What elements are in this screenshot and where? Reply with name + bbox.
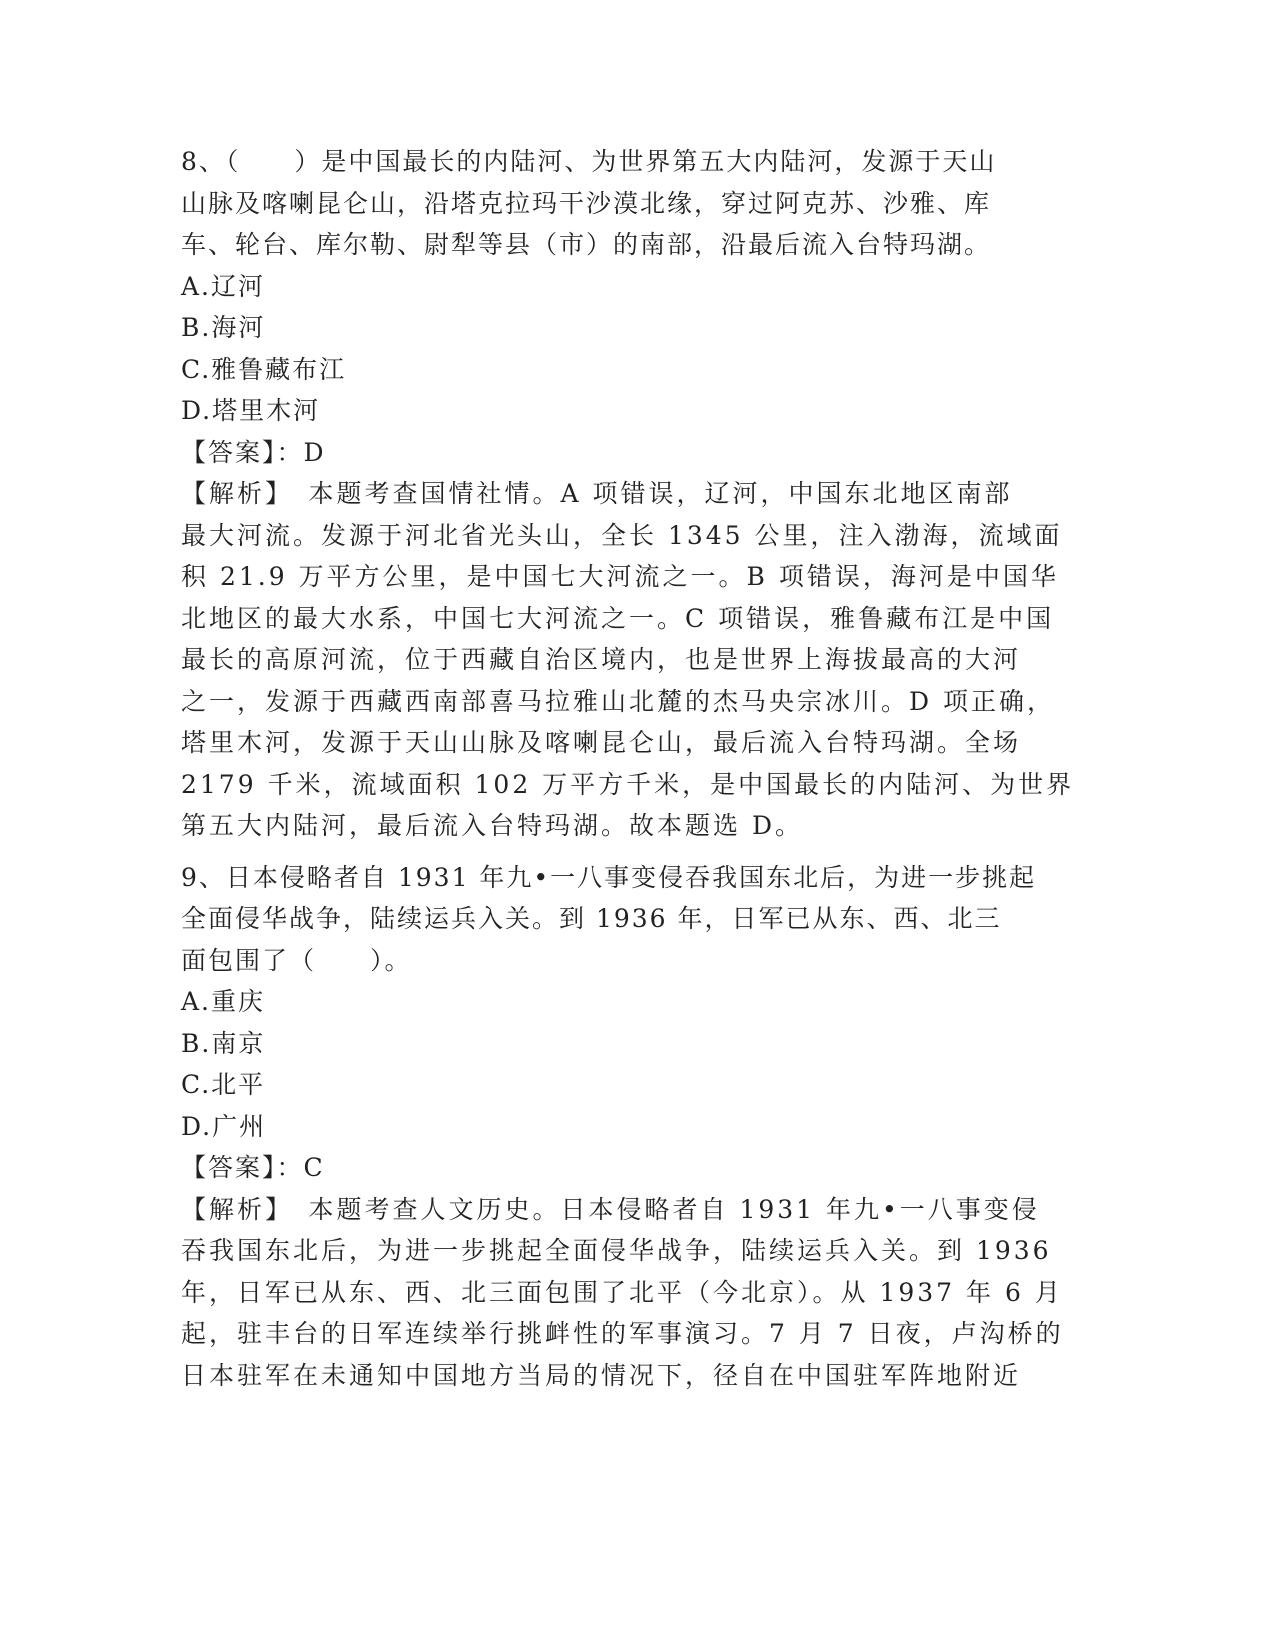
analysis-line: 北地区的最大水系，中国七大河流之一。C 项错误，雅鲁藏布江是中国 [181, 603, 1055, 633]
option-c: C.北平 [181, 1070, 266, 1099]
option-b: B.南京 [181, 1028, 266, 1058]
analysis-line: 之一，发源于西藏西南部喜马拉雅山北麓的杰马央宗冰川。D 项正确， [181, 686, 1055, 716]
analysis-line: 最长的高原河流，位于西藏自治区境内，也是世界上海拔最高的大河 [181, 645, 1022, 674]
analysis-line: 日本驻军在未通知中国地方当局的情况下，径自在中国驻军阵地附近 [181, 1360, 1022, 1390]
analysis-line: 起，驻丰台的日军连续举行挑衅性的军事演习。7 月 7 日夜，卢沟桥的 [181, 1319, 1064, 1348]
analysis-line: 【解析】 本题考查人文历史。日本侵略者自 1931 年九•一八事变侵 [181, 1194, 1040, 1224]
analysis-line: 第五大内陆河，最后流入台特玛湖。故本题选 D。 [181, 811, 803, 840]
analysis-line: 塔里木河，发源于天山山脉及喀喇昆仑山，最后流入台特玛湖。全场 [181, 728, 1022, 757]
analysis-line: 吞我国东北后，为进一步挑起全面侵华战争，陆续运兵入关。到 1936 [181, 1236, 1052, 1265]
option-d: D.塔里木河 [181, 396, 321, 425]
answer-line: 【答案】：C [181, 1153, 325, 1182]
answer-line: 【答案】：D [181, 437, 326, 467]
analysis-line: 最大河流。发源于河北省光头山，全长 1345 公里，注入渤海，流域面 [181, 520, 1063, 550]
analysis-line: 【解析】 本题考查国情社情。A 项错误，辽河，中国东北地区南部 [181, 479, 1013, 508]
question-9 [181, 857, 1064, 1397]
analysis-line: 积 21.9 万平方公里，是中国七大河流之一。B 项错误，海河是中国华 [181, 562, 1059, 591]
option-a: A.辽河 [181, 271, 266, 301]
question-8 [181, 141, 1075, 847]
question-stem-line: 车、轮台、库尔勒、尉犁等县（市）的南部，沿最后流入台特玛湖。 [181, 230, 992, 259]
option-c: C.雅鲁藏布江 [181, 354, 347, 384]
analysis-line: 2179 千米，流域面积 102 万平方千米，是中国最长的内陆河、为世界 [181, 769, 1075, 799]
question-stem-line: 全面侵华战争，陆续运兵入关。到 1936 年，日军已从东、西、北三 [181, 904, 1002, 933]
analysis-line: 年，日军已从东、西、北三面包围了北平（今北京）。从 1937 年 6 月 [181, 1277, 1063, 1307]
option-a: A.重庆 [181, 987, 266, 1016]
option-d: D.广州 [181, 1111, 267, 1141]
document-page [181, 141, 1075, 1396]
option-b: B.海河 [181, 313, 266, 342]
question-stem-line: 面包围了（ ）。 [181, 945, 412, 975]
question-stem-line: 8、（ ）是中国最长的内陆河、为世界第五大内陆河，发源于天山 [181, 147, 997, 176]
question-stem-line: 山脉及喀喇昆仑山，沿塔克拉玛干沙漠北缘，穿过阿克苏、沙雅、库 [181, 188, 992, 218]
question-spacer [181, 847, 1061, 857]
question-stem-line: 9、日本侵略者自 1931 年九•一八事变侵吞我国东北后，为进一步挑起 [181, 862, 1037, 892]
